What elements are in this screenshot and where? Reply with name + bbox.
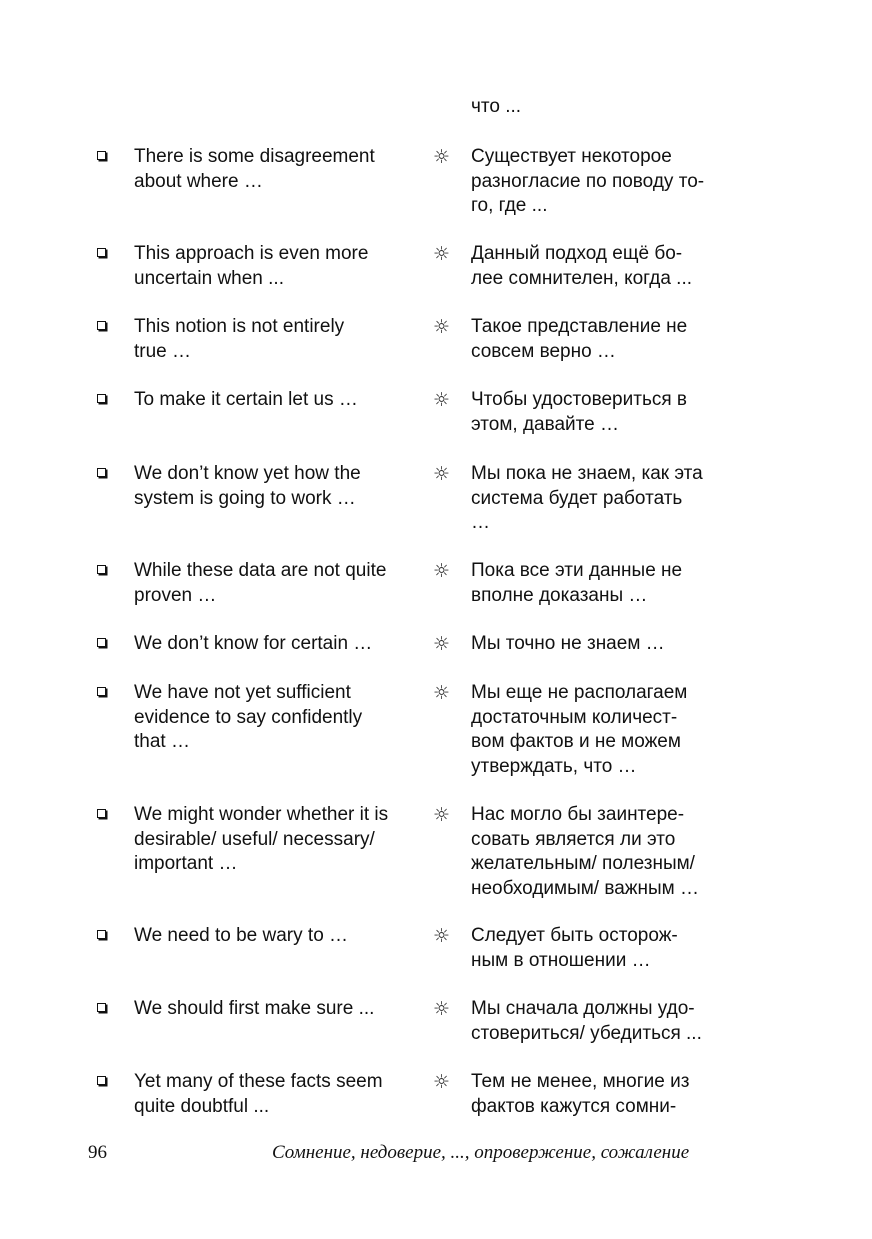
checkbox-bullet-icon	[97, 565, 106, 574]
english-phrase: To make it certain let us …	[134, 389, 358, 410]
sun-icon: ☼	[433, 804, 451, 826]
sun-icon: ☼	[433, 463, 451, 485]
english-phrase: This approach is even more uncertain when ...	[134, 243, 369, 289]
russian-translation: Тем не менее, многие из фактов кажутся сомни-	[471, 1071, 690, 1117]
checkbox-bullet-icon	[97, 321, 106, 330]
english-phrase: While these data are not quite proven …	[134, 560, 387, 606]
russian-translation: Нас могло бы заинтере- совать является ли это желательным/ полезным/ необходимым/ важным …	[471, 804, 699, 899]
continued-translation: что ...	[471, 96, 522, 117]
sun-icon: ☼	[433, 316, 451, 338]
russian-translation: Мы пока не знаем, как эта система будет работать …	[471, 463, 703, 533]
russian-translation: Следует быть осторож- ным в отношении …	[471, 925, 678, 971]
sun-icon: ☼	[433, 146, 451, 168]
checkbox-bullet-icon	[97, 687, 106, 696]
russian-translation: Пока все эти данные не вполне доказаны …	[471, 560, 683, 606]
sun-icon: ☼	[433, 560, 451, 582]
english-phrase: We don’t know for certain …	[134, 633, 373, 654]
english-phrase: We have not yet sufficient evidence to say confidently that …	[134, 682, 363, 752]
running-footer-title: Сомнение, недоверие, ..., опровержение, сожаление	[272, 1142, 690, 1163]
checkbox-bullet-icon	[97, 151, 106, 160]
english-phrase: There is some disagreement about where …	[134, 146, 375, 192]
checkbox-bullet-icon	[97, 248, 106, 257]
english-phrase: We should first make sure ...	[134, 998, 375, 1019]
english-phrase: We might wonder whether it is desirable/ useful/ necessary/ important …	[134, 804, 389, 874]
english-phrase: This notion is not entirely true …	[134, 316, 345, 362]
sun-icon: ☼	[433, 682, 451, 704]
sun-icon: ☼	[433, 389, 451, 411]
sun-icon: ☼	[433, 633, 451, 655]
english-phrase: We don’t know yet how the system is going to work …	[134, 463, 361, 509]
checkbox-bullet-icon	[97, 1076, 106, 1085]
russian-translation: Мы сначала должны удо- стовериться/ убедиться ...	[471, 998, 702, 1044]
checkbox-bullet-icon	[97, 394, 106, 403]
russian-translation: Мы точно не знаем …	[471, 633, 665, 654]
checkbox-bullet-icon	[97, 930, 106, 939]
sun-icon: ☼	[433, 998, 451, 1020]
sun-icon: ☼	[433, 1071, 451, 1093]
russian-translation: Данный подход ещё бо- лее сомнителен, когда ...	[471, 243, 693, 289]
english-phrase: Yet many of these facts seem quite doubtful ...	[134, 1071, 383, 1117]
russian-translation: Чтобы удостовериться в этом, давайте …	[471, 389, 688, 435]
checkbox-bullet-icon	[97, 809, 106, 818]
russian-translation: Мы еще не располагаем достаточным количест- вом фактов и не можем утверждать, что …	[471, 682, 688, 777]
sun-icon: ☼	[433, 243, 451, 265]
sun-icon: ☼	[433, 925, 451, 947]
russian-translation: Существует некоторое разногласие по поводу то- го, где ...	[471, 146, 705, 216]
checkbox-bullet-icon	[97, 638, 106, 647]
english-phrase: We need to be wary to …	[134, 925, 349, 946]
checkbox-bullet-icon	[97, 468, 106, 477]
checkbox-bullet-icon	[97, 1003, 106, 1012]
page-number: 96	[88, 1142, 107, 1163]
russian-translation: Такое представление не совсем верно …	[471, 316, 688, 362]
